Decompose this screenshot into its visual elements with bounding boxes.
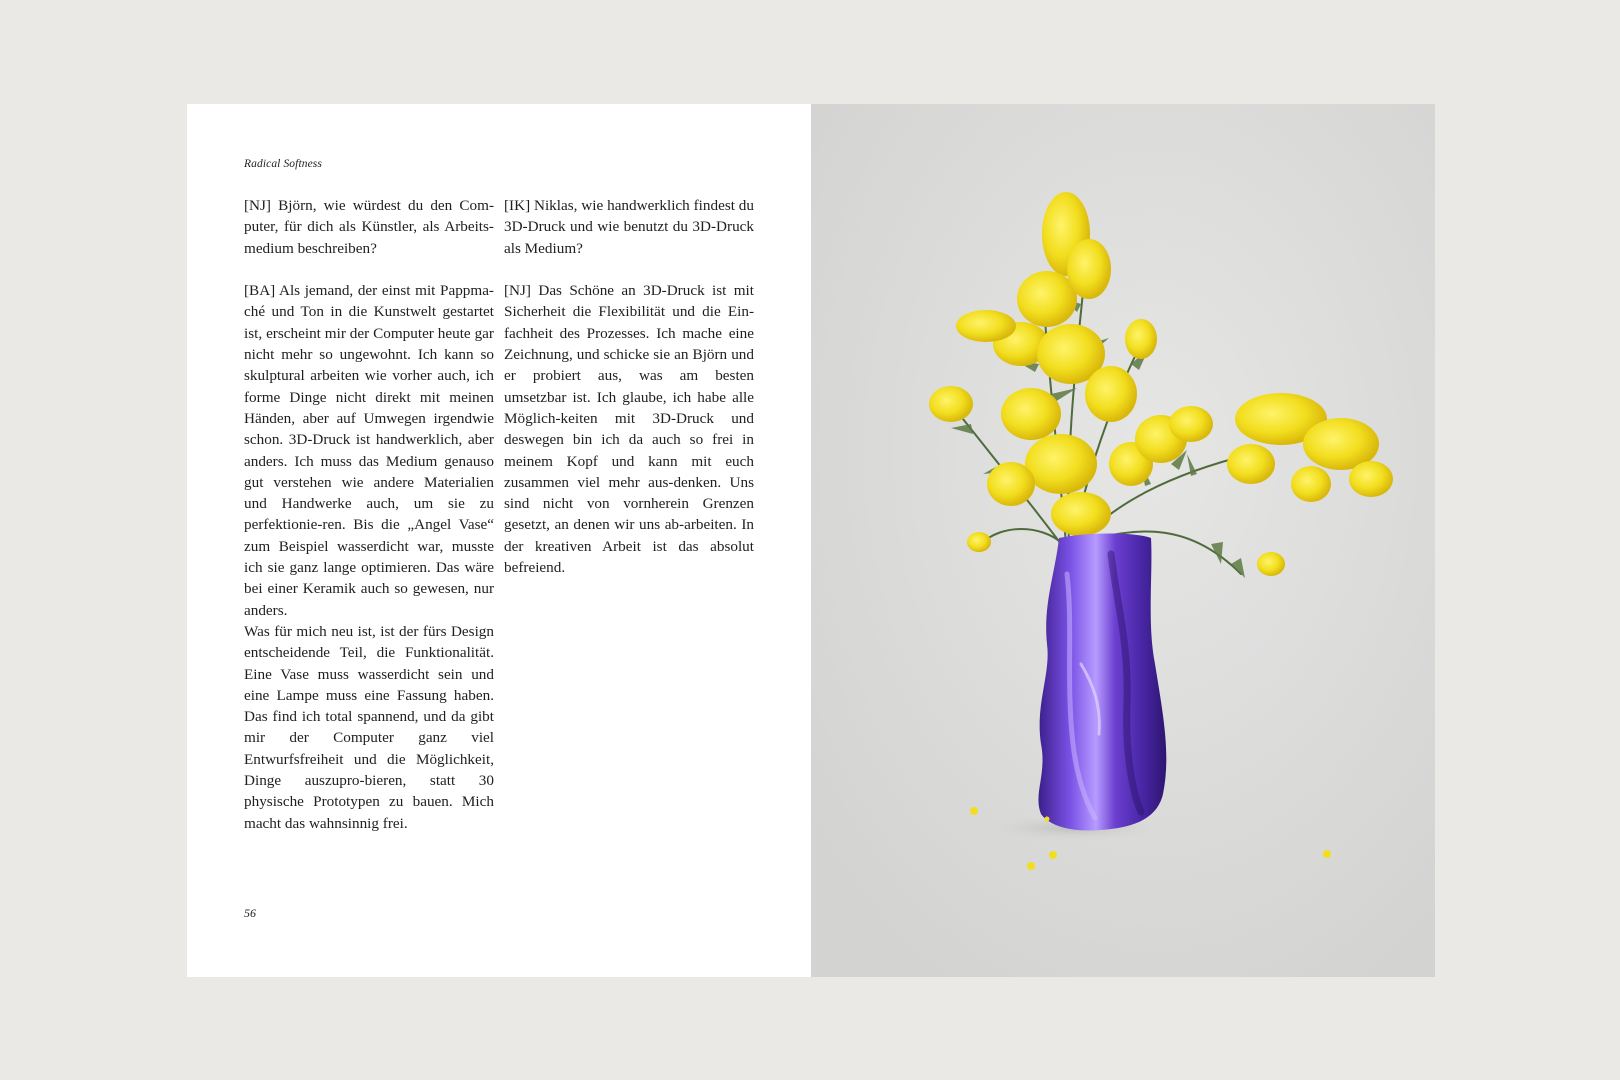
running-head: Radical Softness xyxy=(244,158,322,170)
left-page xyxy=(187,104,811,977)
answer-paragraph: [NJ] Das Schöne an 3D-Druck ist mit Sicherheit die Flexibilität und die Ein-fachheit des Prozesses. Ich mache eine Zeichnung, und schicke sie an Björn und er probiert aus, was am besten umsetzbar ist. Ich glaube, ich habe alle Möglich-keiten mit 3D-Druck und deswegen bin ich da auch so frei in meinem Kopf und kann mit euch zusammen viel mehr aus-denken. Uns sind nicht von vornherein Grenzen gesetzt, an denen wir uns ab-arbeiten. In der kreativen Arbeit ist das absolut befreiend. xyxy=(504,282,754,577)
answer-paragraph: [BA] Als jemand, der einst mit Pappma-ché und Ton in die Kunstwelt gestartet ist, erscheint mir der Computer heute gar nicht mehr so ungewohnt. Ich kann so skulptural arbeiten wie vorher auch, ich forme Dinge nicht direkt mit meinen Händen, aber auf Umwegen irgendwie schon. 3D-Druck ist handwerklich, aber anders. Ich muss das Medium genauso gut verstehen wie andere Materialien und Handwerke auch, um sie zu perfektionie-ren. Bis die „Angel Vase“ zum Beispiel wasserdicht war, musste ich sie ganz lange optimieren. Das wäre bei einer Keramik auch so gewesen, nur anders. xyxy=(244,282,494,619)
text-column-1 xyxy=(244,195,494,834)
vase-icon xyxy=(1038,534,1166,831)
answer-paragraph-continued: Was für mich neu ist, ist der fürs Design entscheidende Teil, die Funktionalität. Eine Vase muss wasserdicht sein und eine Lampe muss eine Fassung haben. Das find ich total spannend, und da gibt mir der Computer ganz viel Entwurfsfreiheit und die Möglichkeit, Dinge auszupro-bieren, statt 30 physische Prototypen zu bauen. Mich macht das wahnsinnig frei. xyxy=(244,622,494,832)
question-paragraph: [NJ] Björn, wie würdest du den Com-puter, für dich als Künstler, als Arbeits-medium beschreiben? xyxy=(244,197,494,257)
page-number: 56 xyxy=(244,906,256,920)
right-page-photo xyxy=(811,104,1435,977)
book-spread xyxy=(187,104,1435,977)
text-column-2 xyxy=(504,195,754,578)
question-paragraph: [IK] Niklas, wie handwerklich findest du 3D-Druck und wie benutzt du 3D-Druck als Medium? xyxy=(504,197,754,257)
vase-with-mimosa-photo xyxy=(811,104,1435,977)
